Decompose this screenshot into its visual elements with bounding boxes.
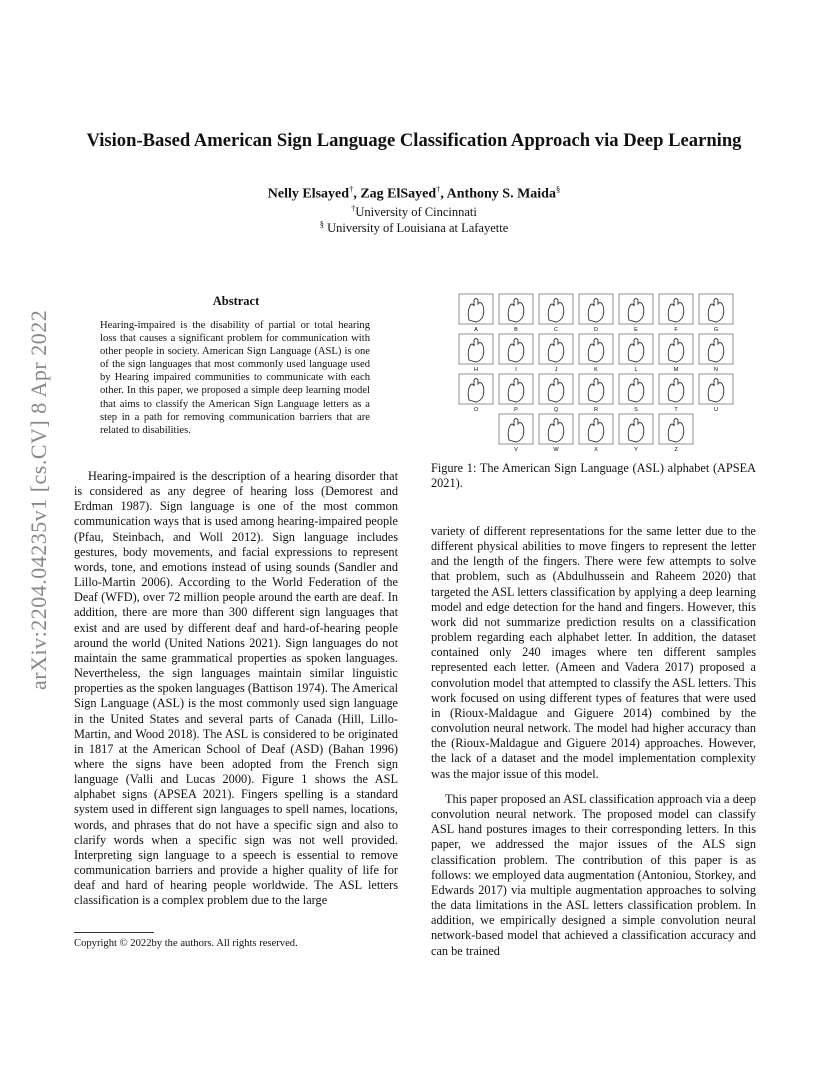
asl-letter-label: O: [473, 407, 479, 413]
asl-sign-n: [699, 334, 733, 364]
affiliation-name: University of Cincinnati: [355, 205, 477, 220]
asl-sign-b: [499, 294, 533, 324]
affiliation-mark: §: [319, 219, 324, 229]
figure-caption: Figure 1: The American Sign Language (ASL) alphabet (APSEA 2021).: [431, 461, 756, 491]
asl-letter-label: I: [515, 367, 517, 373]
body-paragraph: variety of different representations for the same letter due to the different physical abilities to move fingers to represent the letter and the length of the fingers. There were few attempts to solve that problem, such as (Abdulhussein and Raheem 2020) that targeted the ASL letters classification by applying a deep learning model and edge detection for the hand and fingers. However, this work did not summarize prediction results on a classification problem regarding each alphabet letter. In addition, the dataset contained only 240 images where ten different samples represented each letter. (Ameen and Vadera 2017) proposed a convolution model that attempted to classify the ASL letters. This work focused on using different types of features that were used in (Rioux-Maldague and Giguere 2014) combined by the convolution neural network. The model had higher accuracy than the (Rioux-Maldague and Giguere 2014) approaches. However, the lack of a dataset and the model implementation complexity was the major issue of this model.: [431, 524, 756, 781]
asl-letter-label: V: [514, 447, 518, 453]
affiliation-name: University of Louisiana at Lafayette: [323, 221, 509, 236]
asl-letter-label: U: [714, 407, 718, 413]
asl-letter-label: M: [673, 367, 679, 373]
asl-sign-d: [579, 294, 613, 324]
asl-sign-x: [579, 414, 613, 444]
affiliation-mark: †: [349, 184, 354, 194]
asl-sign-j: [539, 334, 573, 364]
affiliation-mark: †: [351, 203, 356, 213]
author-list: Nelly Elsayed†, Zag ElSayed†, Anthony S. Maida§: [267, 184, 561, 202]
asl-letter-label: K: [594, 367, 598, 373]
author-name: Zag ElSayed: [360, 186, 437, 202]
asl-letter-label: E: [634, 327, 638, 333]
paper-title: Vision-Based American Sign Language Classification Approach via Deep Learning: [86, 130, 742, 151]
asl-letter-label: C: [554, 327, 558, 333]
asl-sign-s: [619, 374, 653, 404]
asl-sign-m: [659, 334, 693, 364]
asl-letter-label: Q: [553, 407, 559, 413]
asl-sign-k: [579, 334, 613, 364]
asl-letter-label: W: [553, 447, 559, 453]
body-paragraph: This paper proposed an ASL classification approach via a deep convolution neural network. The proposed model can classify ASL hand postures images to their corresponding letters. In this paper, we addressed the major issues of the ALS sign classification problem. The contribution of this paper is as follows: we employed data augmentation (Antoniou, Storkey, and Edwards 2017) via multiple augmentation approaches to solving the data limitations in the ASL letters classification problem. In addition, we empirically designed a simple convolution neural network-based model that achieved a classification accuracy and can be trained: [431, 792, 756, 958]
arxiv-identifier: [20, 290, 56, 690]
asl-sign-p: [499, 374, 533, 404]
affiliation-mark: §: [555, 184, 561, 194]
asl-sign-i: [499, 334, 533, 364]
author-name: Anthony S. Maida: [446, 186, 556, 202]
arxiv-identifier-text: arXiv:2204.04235v1 [cs.CV] 8 Apr 2022: [26, 309, 51, 690]
affiliation: [60, 203, 768, 220]
asl-sign-r: [579, 374, 613, 404]
abstract-body: Hearing-impaired is the disability of partial or total hearing loss that causes a significant problem for communication with other people in society. American Sign Language (ASL) is one of the sign languages that most commonly used language used by Hearing impaired communities to communicate with each other. In this paper, we proposed a simple deep learning model that aims to classify the American Sign Language letters as a step in a path for removing communication barriers that are related to disabilities.: [100, 320, 370, 436]
asl-sign-q: [539, 374, 573, 404]
affiliation-mark: †: [436, 184, 441, 194]
asl-sign-u: [699, 374, 733, 404]
asl-letter-label: J: [554, 367, 558, 373]
asl-sign-w: [539, 414, 573, 444]
asl-letter-label: X: [594, 447, 598, 453]
asl-letter-label: A: [474, 327, 478, 333]
asl-letter-label: S: [634, 407, 638, 413]
asl-alphabet-figure: [458, 294, 734, 453]
asl-sign-c: [539, 294, 573, 324]
footnote-rule: [74, 932, 154, 933]
asl-letter-label: R: [594, 407, 598, 413]
asl-letter-label: N: [714, 367, 718, 373]
asl-letter-label: L: [634, 367, 638, 373]
asl-letter-label: P: [514, 407, 518, 413]
asl-sign-y: [619, 414, 653, 444]
abstract-heading: Abstract: [212, 294, 260, 308]
asl-sign-h: [459, 334, 493, 364]
asl-letter-label: D: [594, 327, 598, 333]
asl-sign-f: [659, 294, 693, 324]
asl-letter-label: T: [674, 407, 678, 413]
asl-letter-label: B: [514, 327, 518, 333]
copyright-notice: Copyright © 2022by the authors. All rights reserved.: [74, 938, 298, 949]
asl-letter-label: G: [713, 327, 719, 333]
asl-letter-label: H: [474, 367, 478, 373]
asl-sign-g: [699, 294, 733, 324]
asl-sign-o: [459, 374, 493, 404]
asl-sign-z: [659, 414, 693, 444]
asl-sign-v: [499, 414, 533, 444]
asl-letter-label: Z: [674, 447, 678, 453]
asl-sign-e: [619, 294, 653, 324]
asl-letter-label: Y: [634, 447, 638, 453]
affiliation: [60, 219, 768, 236]
intro-paragraph: Hearing-impaired is the description of a hearing disorder that is considered as any degree of hearing loss (Demorest and Erdman 1987). Sign language is one of the most common communication ways that is used among hearing-impaired people (Pfau, Steinbach, and Woll 2012). Sign language includes gestures, body movements, and facial expressions to represent words, tone, and emotions instead of using sounds (Sandler and Lillo-Martin 2006). According to the World Federation of the Deaf (WFD), over 72 million people around the earth are deaf. In addition, there are more than 300 different sign languages that exist and are used by different deaf and hard-of-hearing people around the world (United Nations 2021). Sign languages do not maintain the same grammatical properties as spoken languages. Nevertheless, the sign languages maintain similar linguistic properties as the spoken languages (Battison 1974). The Americal Sign Language (ASL) is the most commonly used sign language in the United States and several parts of Canada (Hill, Lillo-Martin, and Wood 2018). The ASL is considered to be originated in 1817 at the American School of Deaf (ASD) (Bahan 1996) where the signs have been adopted from the French sign language (Valli and Lucas 2000). Figure 1 shows the ASL alphabet signs (APSEA 2021). Fingers spelling is a standard system used in different sign languages to spell names, locations, words, and phrases that do not have a specific sign and also to clarify words when a specific sign was not well provided. Interpreting sign language to a speech is essential to remove communication barriers and provide a higher quality of life for deaf and hard of hearing people worldwide. The ASL letters classification is a complex problem due to the large: [74, 469, 398, 908]
asl-sign-t: [659, 374, 693, 404]
author-name: Nelly Elsayed: [267, 186, 350, 202]
asl-letter-label: F: [674, 327, 678, 333]
asl-sign-a: [459, 294, 493, 324]
asl-sign-l: [619, 334, 653, 364]
